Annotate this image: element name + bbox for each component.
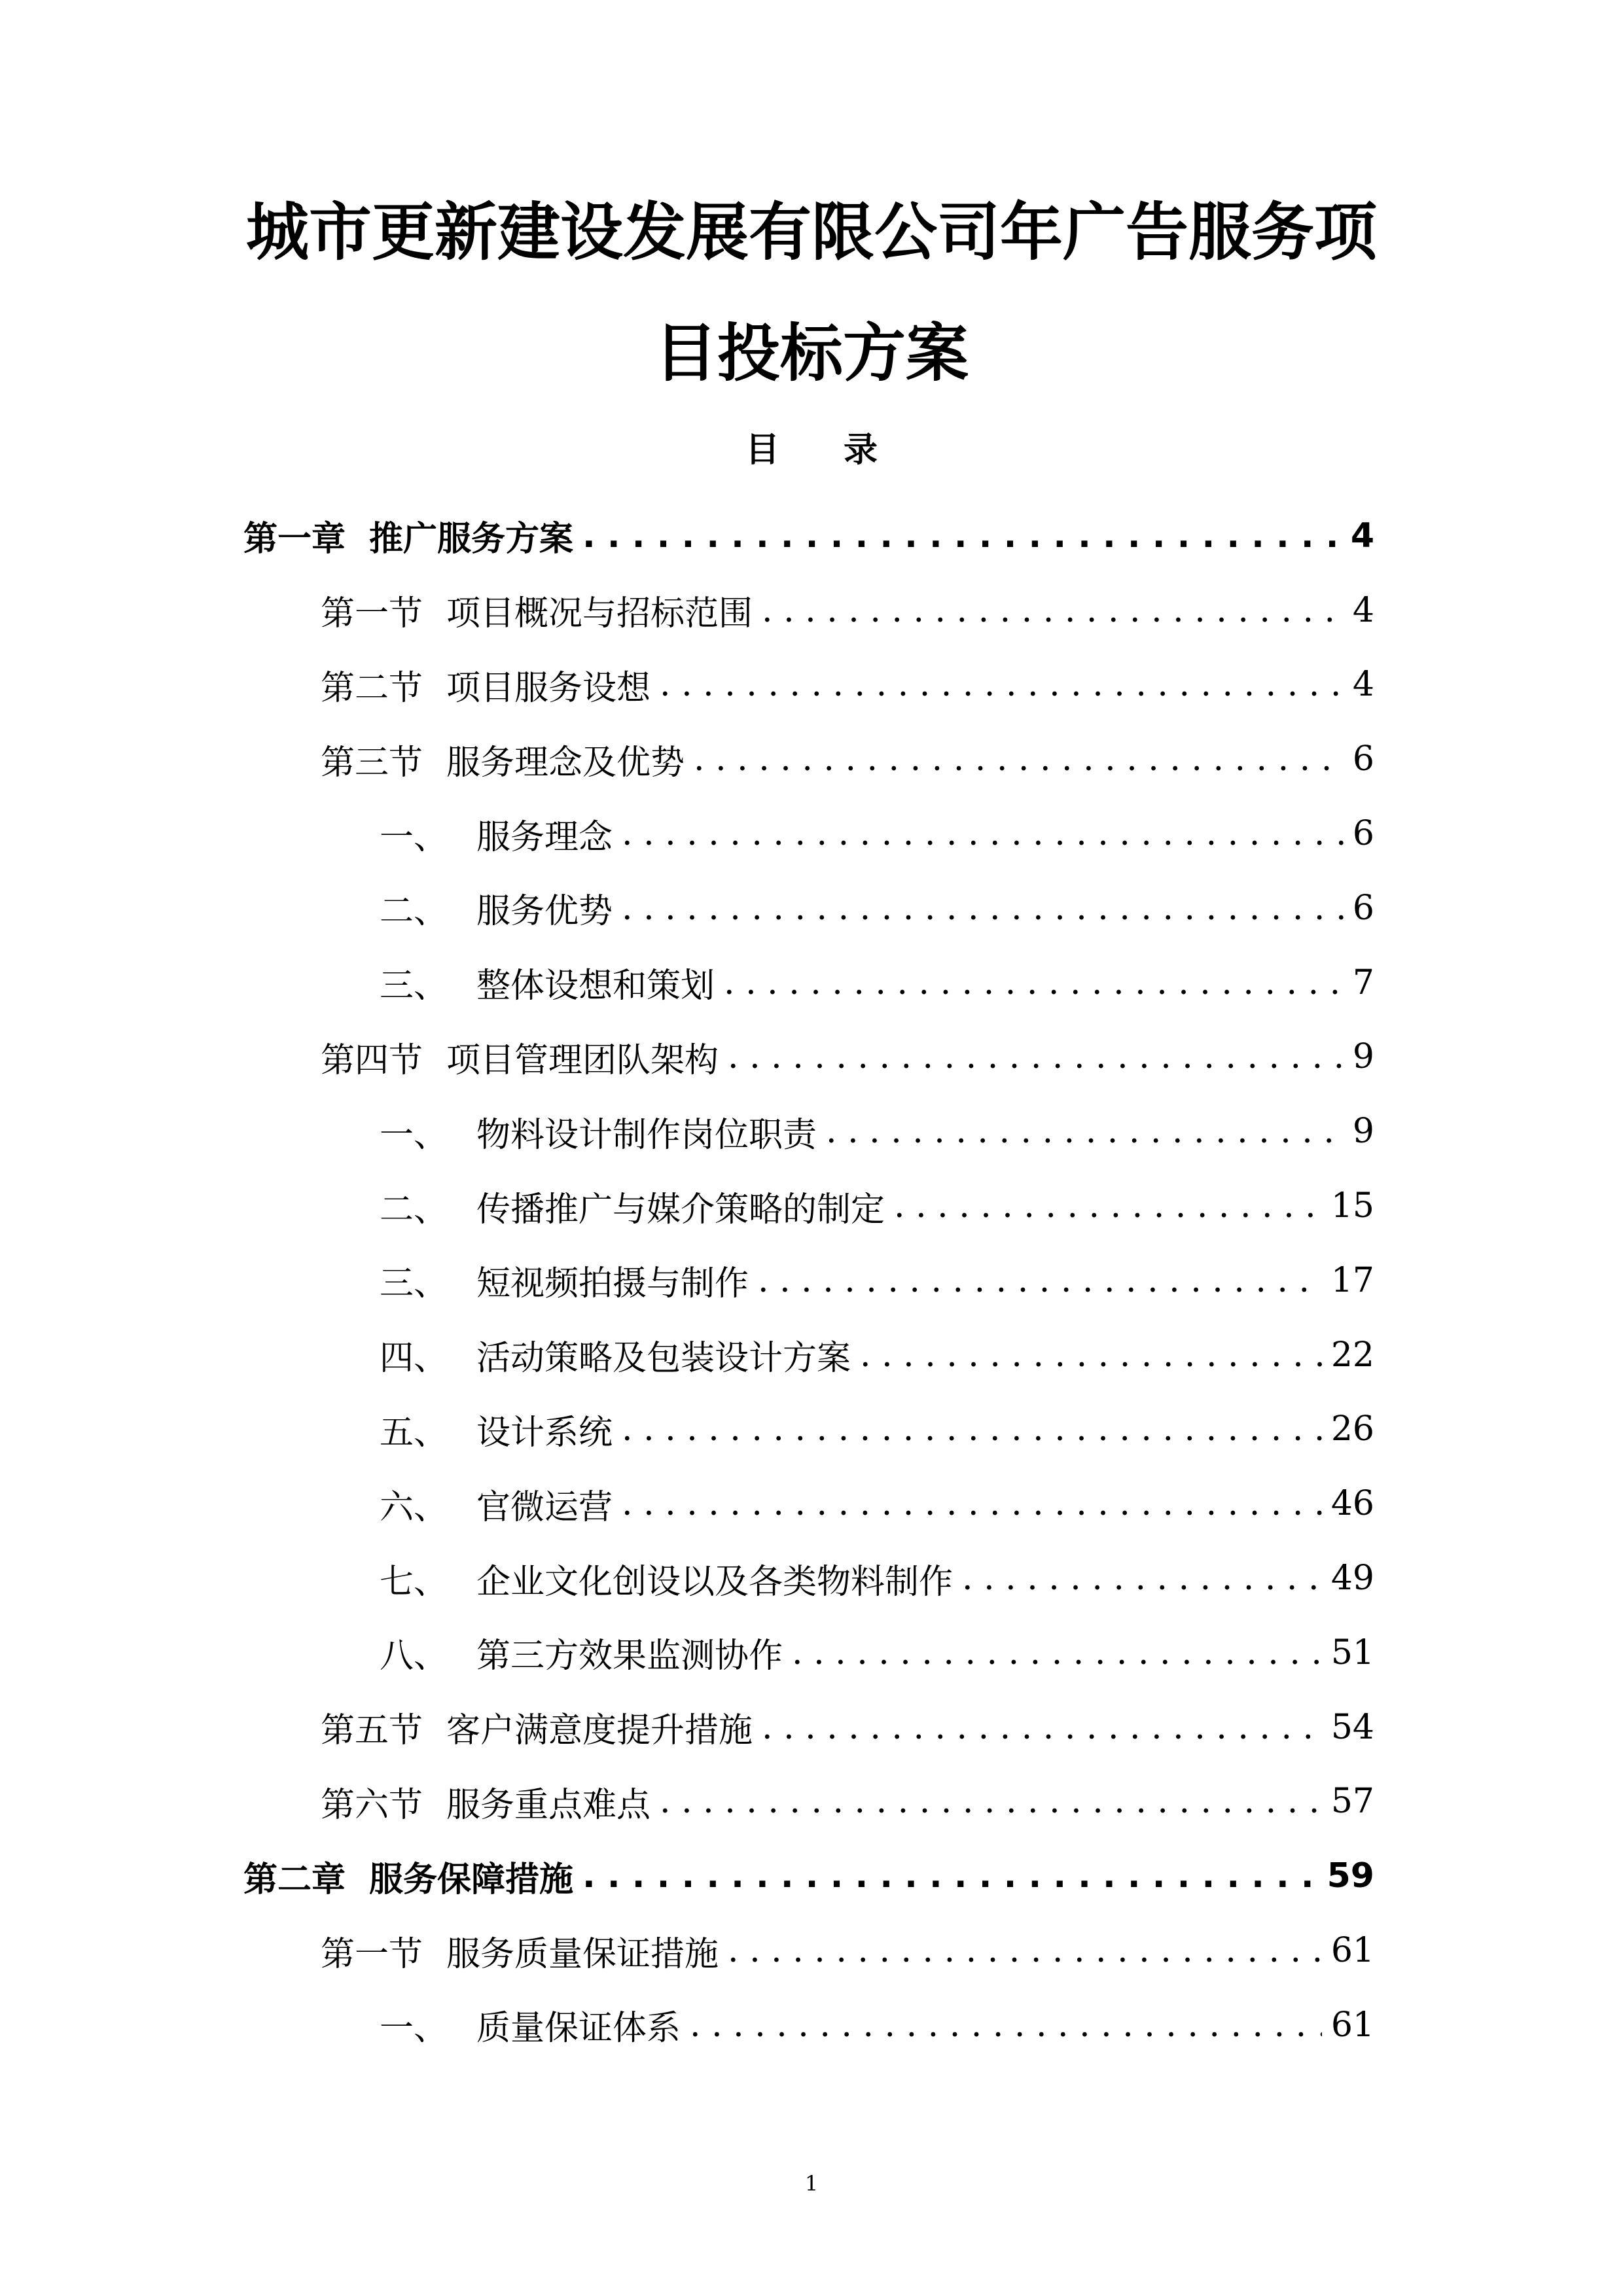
toc-entry[interactable] (0, 573, 1374, 648)
toc-dot-leader (792, 1633, 1322, 1672)
toc-dot-leader (622, 889, 1344, 928)
toc-dot-leader (728, 1037, 1344, 1076)
toc-dot-leader (582, 516, 1342, 556)
toc-entry-page: 4 (1350, 516, 1374, 556)
toc-entry[interactable] (0, 1913, 1374, 1988)
toc-dot-leader (894, 1186, 1322, 1226)
toc-entry[interactable] (0, 1541, 1374, 1616)
toc-entry[interactable] (0, 1020, 1374, 1095)
toc-entry-title: 企业文化创设以及各类物料制作 (476, 1562, 954, 1602)
toc-entry-title: 活动策略及包装设计方案 (476, 1339, 851, 1379)
toc-dot-leader (660, 1782, 1322, 1821)
toc-entry-title: 整体设想和策划 (476, 966, 715, 1006)
toc-entry-number: 六、 (380, 1487, 448, 1527)
toc-entry[interactable] (0, 1988, 1374, 2062)
page-number: 1 (804, 2171, 819, 2196)
toc-entry[interactable] (0, 796, 1374, 871)
toc-entry[interactable] (0, 1318, 1374, 1392)
toc-dot-leader (694, 739, 1344, 779)
toc-entry-title: 项目管理团队架构 (446, 1040, 719, 1080)
toc-entry-title: 服务重点难点 (446, 1785, 651, 1825)
toc-entry-page: 61 (1330, 2005, 1374, 2045)
toc-entry-title: 项目概况与招标范围 (446, 594, 753, 634)
toc-entry-number: 第二章 (243, 1860, 346, 1899)
toc-entry-title: 设计系统 (476, 1413, 613, 1453)
toc-entry-page: 17 (1330, 1260, 1374, 1300)
toc-entry-number: 三、 (380, 966, 448, 1006)
toc-entry-number: 第五节 (321, 1711, 423, 1751)
toc-entry-title: 短视频拍摄与制作 (476, 1264, 749, 1304)
toc-dot-leader (660, 665, 1344, 704)
toc-dot-leader (762, 591, 1344, 630)
toc-entry-title: 官微运营 (476, 1487, 613, 1527)
toc-entry-page: 7 (1352, 963, 1374, 1002)
toc-entry[interactable] (0, 1839, 1374, 1913)
toc-entry-number: 二、 (380, 892, 448, 932)
toc-heading: 目 录 (745, 431, 904, 470)
toc-entry-page: 22 (1330, 1335, 1374, 1375)
toc-entry-page: 9 (1352, 1112, 1374, 1152)
toc-entry[interactable] (0, 648, 1374, 722)
toc-entry-page: 6 (1352, 888, 1374, 928)
toc-dot-leader (582, 1856, 1318, 1896)
toc-entry[interactable] (0, 1392, 1374, 1467)
document-title-line-2: 目投标方案 (654, 317, 969, 390)
table-of-contents (0, 499, 1623, 2062)
toc-entry-title: 传播推广与媒介策略的制定 (476, 1190, 885, 1229)
toc-entry-number: 八、 (380, 1636, 448, 1676)
toc-entry-page: 9 (1352, 1037, 1374, 1077)
toc-entry-page: 57 (1330, 1782, 1374, 1822)
toc-entry[interactable] (0, 945, 1374, 1020)
toc-entry-title: 项目服务设想 (446, 668, 651, 708)
toc-entry[interactable] (0, 1243, 1374, 1318)
toc-entry-title: 物料设计制作岗位职责 (476, 1115, 817, 1155)
toc-entry[interactable] (0, 1690, 1374, 1765)
toc-entry-page: 46 (1330, 1484, 1374, 1524)
toc-entry-page: 51 (1330, 1633, 1374, 1672)
toc-entry-page: 15 (1330, 1186, 1374, 1226)
toc-entry-page: 6 (1352, 739, 1374, 779)
document-title-line-1: 城市更新建设发展有限公司年广告服务项 (246, 196, 1377, 269)
toc-entry-page: 49 (1330, 1559, 1374, 1598)
toc-entry-number: 第二节 (321, 668, 423, 708)
toc-entry-number: 第一节 (321, 594, 423, 634)
toc-dot-leader (962, 1559, 1322, 1598)
toc-entry-title: 服务理念及优势 (446, 743, 685, 783)
toc-entry[interactable] (0, 1765, 1374, 1839)
toc-entry-number: 四、 (380, 1339, 448, 1379)
toc-entry-title: 服务优势 (476, 892, 613, 932)
toc-entry[interactable] (0, 871, 1374, 945)
toc-dot-leader (622, 814, 1344, 853)
toc-entry-title: 推广服务方案 (369, 520, 574, 559)
toc-entry-page: 54 (1330, 1707, 1374, 1747)
toc-entry-title: 服务质量保证措施 (446, 1934, 719, 1974)
toc-dot-leader (728, 1931, 1322, 1970)
toc-dot-leader (860, 1335, 1322, 1375)
toc-entry-number: 二、 (380, 1190, 448, 1229)
toc-entry-number: 一、 (380, 817, 448, 857)
toc-entry-page: 4 (1352, 665, 1374, 705)
toc-entry-title: 质量保证体系 (476, 2009, 681, 2049)
toc-entry-number: 第六节 (321, 1785, 423, 1825)
toc-entry-title: 服务理念 (476, 817, 613, 857)
toc-entry[interactable] (0, 499, 1374, 573)
toc-dot-leader (762, 1708, 1322, 1747)
toc-dot-leader (622, 1409, 1322, 1449)
toc-entry-number: 一、 (380, 1115, 448, 1155)
toc-dot-leader (826, 1112, 1344, 1151)
toc-entry[interactable] (0, 1094, 1374, 1169)
toc-entry-page: 61 (1330, 1931, 1374, 1971)
toc-entry[interactable] (0, 722, 1374, 796)
toc-entry-page: 26 (1330, 1409, 1374, 1449)
toc-entry-title: 第三方效果监测协作 (476, 1636, 783, 1676)
toc-dot-leader (622, 1484, 1322, 1523)
toc-entry-page: 59 (1327, 1856, 1374, 1896)
toc-entry-title: 客户满意度提升措施 (446, 1711, 753, 1751)
toc-entry[interactable] (0, 1466, 1374, 1541)
toc-entry-page: 6 (1352, 814, 1374, 854)
toc-dot-leader (724, 963, 1344, 1002)
toc-entry-number: 一、 (380, 2009, 448, 2049)
toc-entry-title: 服务保障措施 (369, 1860, 574, 1899)
toc-entry[interactable] (0, 1616, 1374, 1690)
toc-entry-page: 4 (1352, 590, 1374, 630)
toc-dot-leader (758, 1261, 1322, 1300)
toc-entry[interactable] (0, 1169, 1374, 1243)
toc-entry-number: 第一章 (243, 520, 346, 559)
toc-entry-number: 七、 (380, 1562, 448, 1602)
toc-entry-number: 第三节 (321, 743, 423, 783)
toc-entry-number: 五、 (380, 1413, 448, 1453)
toc-dot-leader (690, 2005, 1322, 2045)
toc-entry-number: 第四节 (321, 1040, 423, 1080)
toc-entry-number: 第一节 (321, 1934, 423, 1974)
toc-entry-number: 三、 (380, 1264, 448, 1304)
